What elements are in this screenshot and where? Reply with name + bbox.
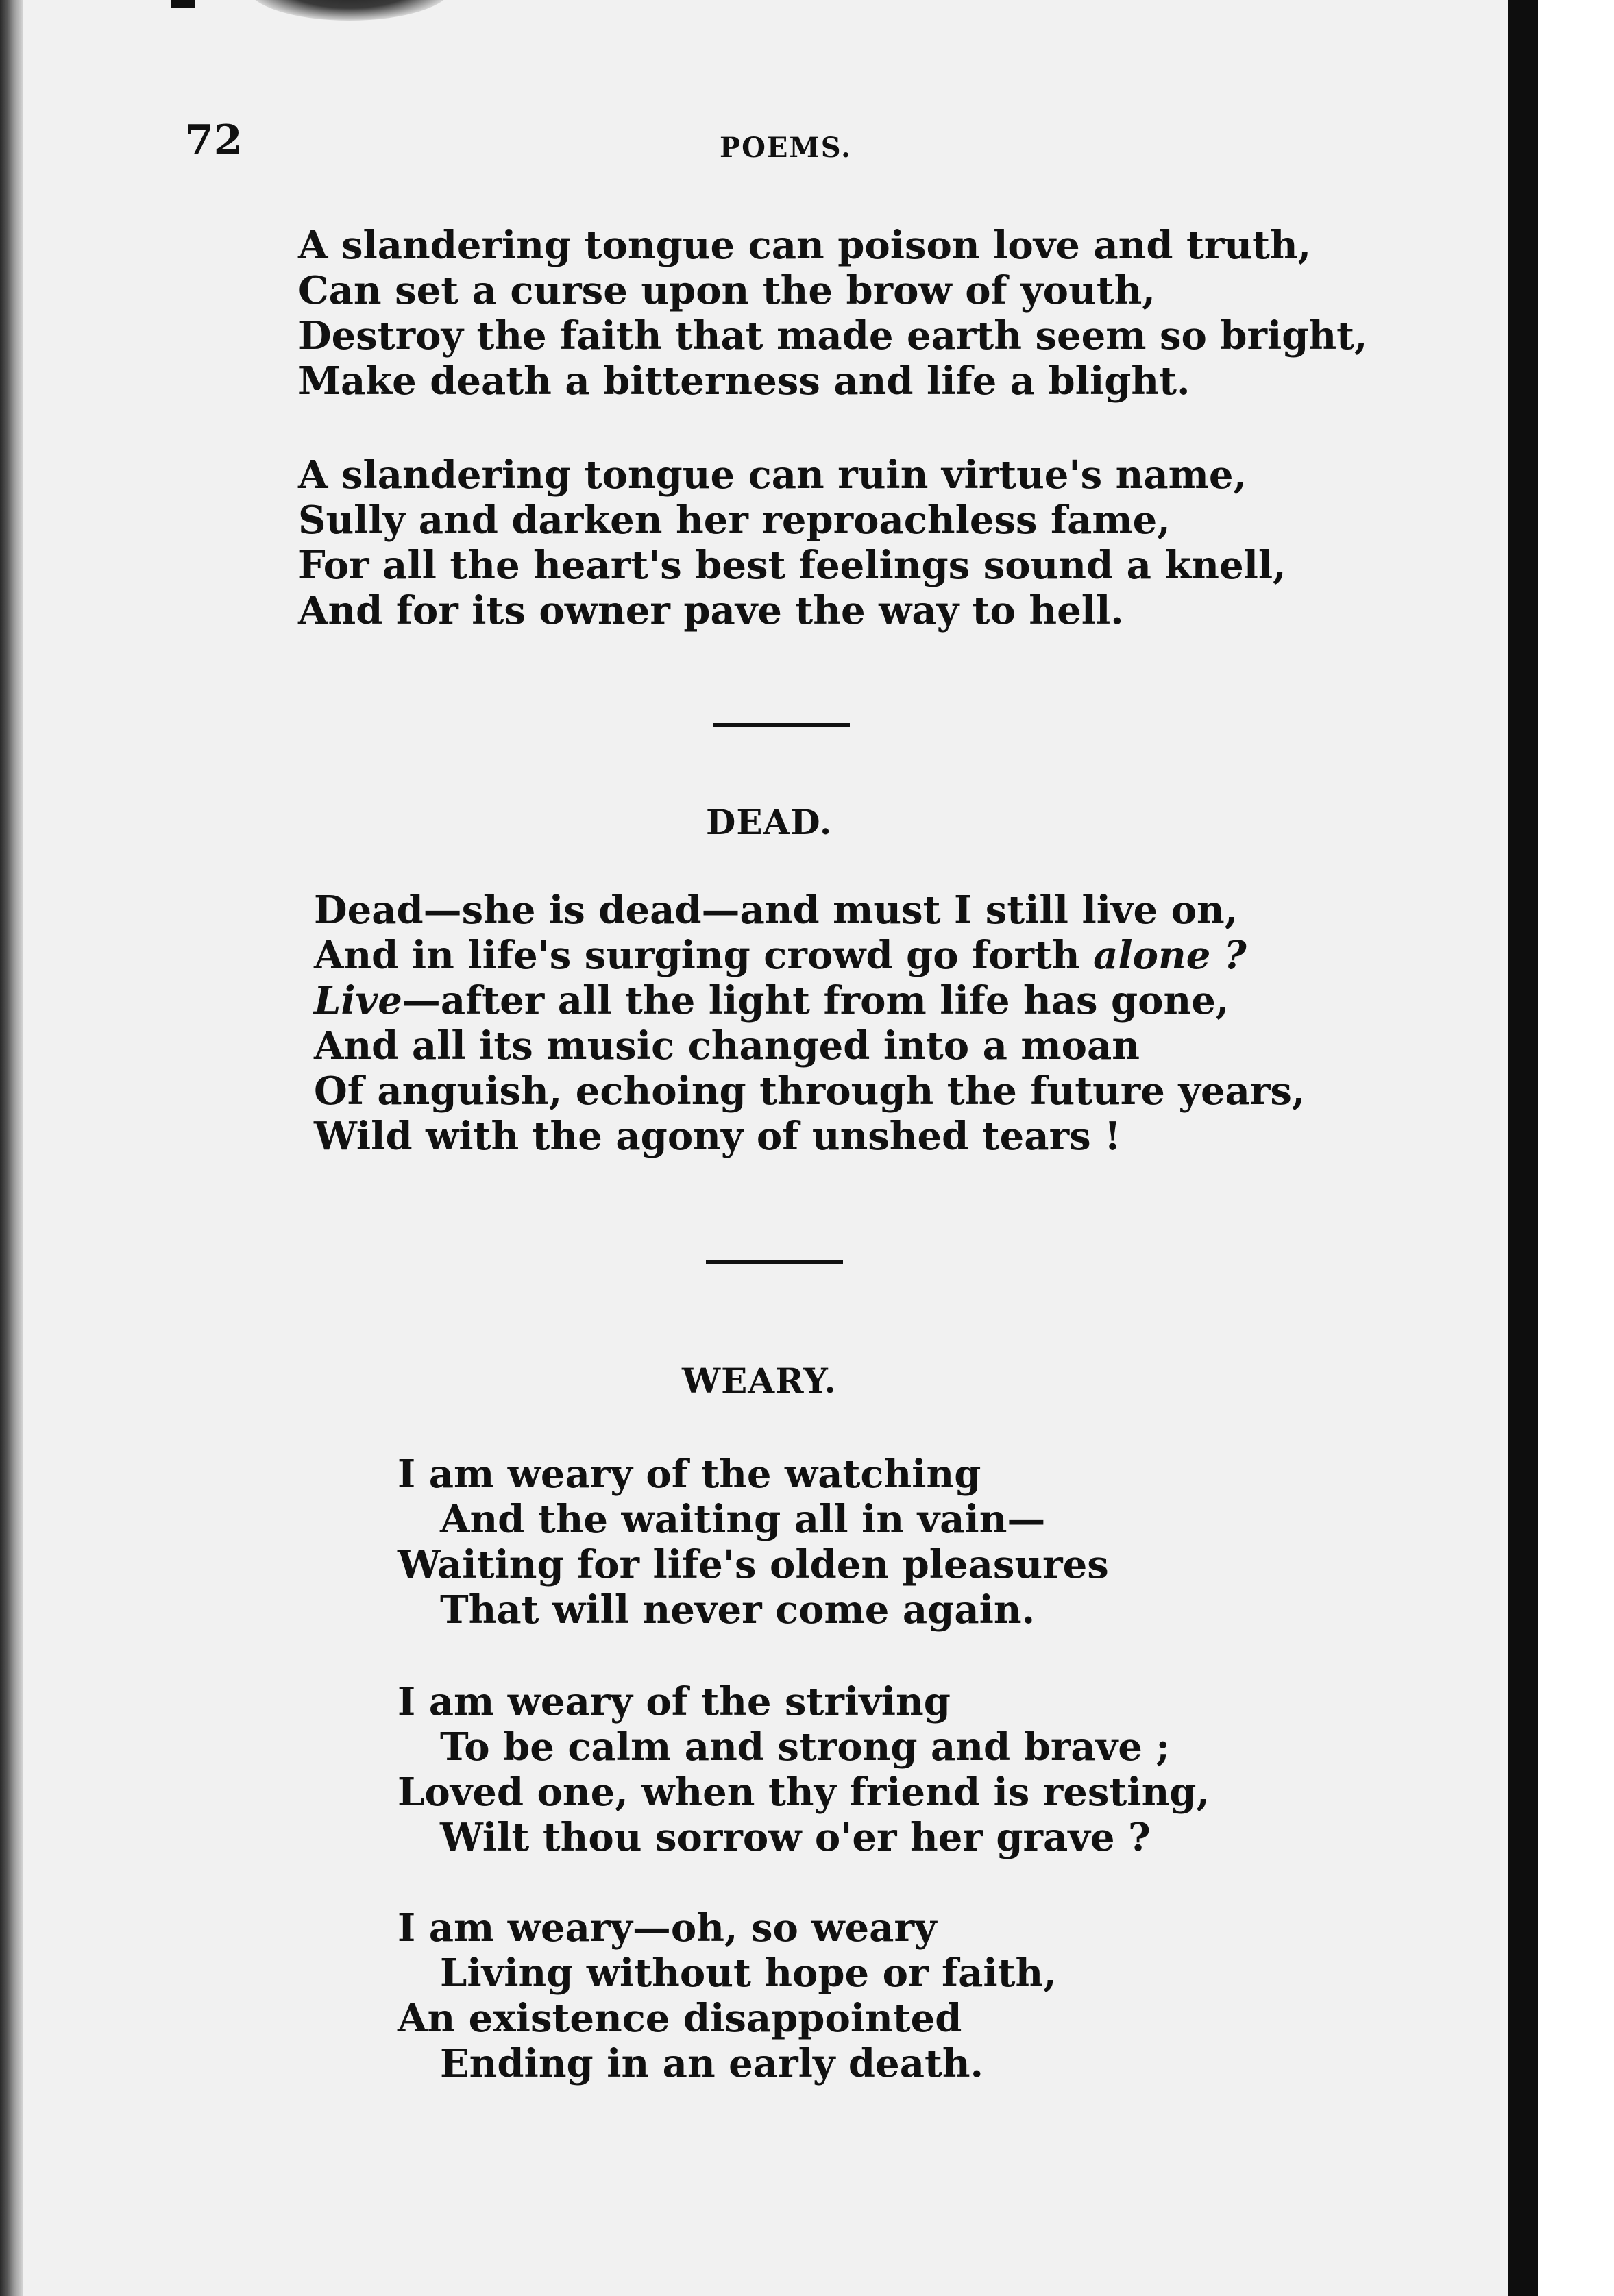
italic-word: Live	[314, 978, 402, 1023]
poem-stanza	[398, 1905, 1057, 2086]
poem-line: To be calm and strong and brave ;	[440, 1724, 1170, 1770]
poem-dead	[314, 888, 1305, 1159]
poem-line: Destroy the faith that made earth seem so bright,	[298, 313, 1368, 358]
section-divider	[713, 723, 850, 727]
poem-stanza	[298, 452, 1286, 633]
page-right-edge	[1508, 0, 1538, 2296]
poem-stanza	[298, 223, 1368, 404]
poem-line: Dead—she is dead—and must I still live on,	[314, 888, 1238, 933]
poem-stanza	[398, 1679, 1210, 1860]
poem-line: Living without hope or faith,	[440, 1951, 1057, 1996]
poem-line: A slandering tongue can poison love and truth,	[298, 223, 1312, 268]
poem-line: For all the heart's best feelings sound a knell,	[298, 543, 1286, 588]
poem-line: Waiting for life's olden pleasures	[398, 1542, 1109, 1587]
poem-stanza	[398, 1452, 1109, 1633]
poem-line: And all its music changed into a moan	[314, 1023, 1140, 1068]
poem-line: An existence disappointed	[398, 1996, 962, 2041]
poem-line: I am weary—oh, so weary	[398, 1905, 937, 1951]
running-head: POEMS.	[720, 132, 853, 164]
poem-line: Ending in an early death.	[440, 2041, 984, 2086]
poem-line: And for its owner pave the way to hell.	[298, 588, 1124, 633]
page-gutter-shadow	[0, 0, 23, 2296]
poem-title-dead: DEAD.	[706, 802, 833, 842]
poem-line-text: —after all the light from life has gone,	[402, 978, 1230, 1023]
poem-line-text: And in life's surging crowd go forth	[314, 933, 1094, 978]
poem-line: A slandering tongue can ruin virtue's name,	[298, 452, 1247, 498]
poem-line: I am weary of the striving	[398, 1679, 951, 1724]
poem-title-weary: WEARY.	[682, 1360, 837, 1401]
scan-margin	[1538, 0, 1614, 2296]
poem-line: Wilt thou sorrow o'er her grave ?	[440, 1815, 1151, 1860]
scan-mark	[171, 0, 195, 8]
poem-line	[314, 978, 1305, 1023]
poem-line: Can set a curse upon the brow of youth,	[298, 268, 1156, 313]
italic-word: alone ?	[1093, 933, 1247, 978]
poem-line: Loved one, when thy friend is resting,	[398, 1770, 1210, 1815]
poem-line	[314, 933, 1305, 978]
section-divider	[706, 1260, 843, 1264]
poem-line: I am weary of the watching	[398, 1452, 981, 1497]
poem-line: Wild with the agony of unshed tears !	[314, 1114, 1121, 1159]
poem-line: Of anguish, echoing through the future years,	[314, 1068, 1306, 1114]
poem-line: And the waiting all in vain—	[440, 1497, 1046, 1542]
poem-line: That will never come again.	[440, 1587, 1036, 1633]
page-number: 72	[185, 117, 243, 164]
poem-line: Sully and darken her reproachless fame,	[298, 498, 1171, 543]
poem-line: Make death a bitterness and life a blight.	[298, 358, 1190, 404]
